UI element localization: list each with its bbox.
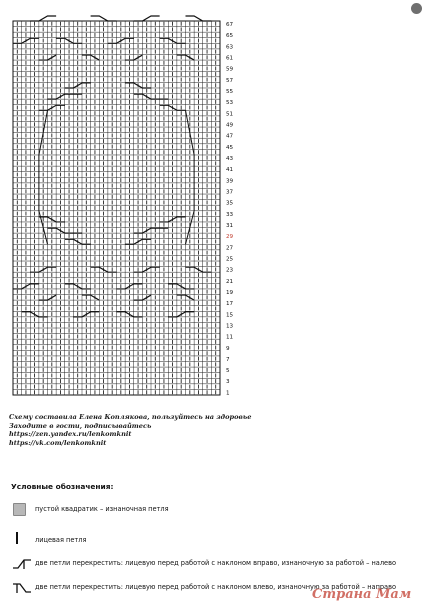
left-cross-icon <box>11 580 33 594</box>
row-label: 23 <box>226 267 234 274</box>
cable-cross-mark <box>91 16 117 21</box>
row-label: 7 <box>226 356 230 363</box>
row-label: 21 <box>226 278 234 285</box>
row-label: 59 <box>226 66 234 73</box>
row-label: 27 <box>226 245 234 252</box>
legend-text-knit: лицевая петля <box>35 536 87 544</box>
row-label: 39 <box>226 178 234 185</box>
cable-cross-mark <box>186 16 212 21</box>
row-label: 29 <box>226 234 234 241</box>
legend-text-right-cross: две петли перекрестить: лицевую перед работой с наклоном вправо, изнаночную за работой – налево <box>35 559 397 567</box>
legend-text-purl: пустой квадратик – изнаночная петля <box>35 505 169 513</box>
credits-line-author: Схему составила Елена Коплякова, пользуйтесь на здоровье <box>9 413 252 421</box>
watermark-logo: Страна Мам <box>312 587 412 602</box>
legend-text-left-cross: две петли перекрестить: лицевую перед работой с наклоном влево, изнаночную за работой – направо <box>35 583 397 591</box>
author-credits <box>9 413 339 447</box>
cable-cross-mark <box>30 16 56 21</box>
row-label: 9 <box>226 345 230 352</box>
row-label: 37 <box>226 189 234 196</box>
row-label: 51 <box>226 111 234 118</box>
row-label: 5 <box>226 368 230 375</box>
row-label: 57 <box>226 77 234 84</box>
row-label: 67 <box>226 21 234 28</box>
row-label: 15 <box>226 312 234 319</box>
row-label: 63 <box>226 44 234 51</box>
row-label: 31 <box>226 222 234 229</box>
row-label: 61 <box>226 55 234 62</box>
row-label: 13 <box>226 323 234 330</box>
legend-item-purl <box>11 502 169 516</box>
row-label: 17 <box>226 301 234 308</box>
row-label: 35 <box>226 200 234 207</box>
row-label: 11 <box>226 334 234 341</box>
legend-item-knit <box>11 533 86 547</box>
row-label: 33 <box>226 211 234 218</box>
credits-line-invite: Заходите в гости, подписывайтесь <box>9 421 152 430</box>
row-label: 47 <box>226 133 234 140</box>
row-label: 49 <box>226 122 234 129</box>
right-cross-icon <box>11 556 33 570</box>
vertical-bar-icon <box>11 533 33 547</box>
credits-link-vk[interactable]: https://vk.com/lenkomknit <box>9 438 107 447</box>
row-label: 19 <box>226 289 234 296</box>
page-marker-dot <box>411 3 422 14</box>
grey-square-icon <box>11 502 33 516</box>
row-label: 41 <box>226 167 234 174</box>
row-label: 65 <box>226 33 234 40</box>
row-label: 55 <box>226 88 234 95</box>
row-label: 25 <box>226 256 234 263</box>
legend-item-right-cross <box>11 556 396 570</box>
row-label: 3 <box>226 379 230 386</box>
cable-cross-mark <box>134 16 160 21</box>
credits-link-zen[interactable]: https://zen.yandex.ru/lenkomknit <box>9 430 132 439</box>
legend-title: Условные обозначения: <box>11 482 114 491</box>
row-label: 53 <box>226 100 234 107</box>
row-label: 45 <box>226 144 234 151</box>
row-label: 43 <box>226 155 234 162</box>
row-label: 1 <box>226 390 230 397</box>
